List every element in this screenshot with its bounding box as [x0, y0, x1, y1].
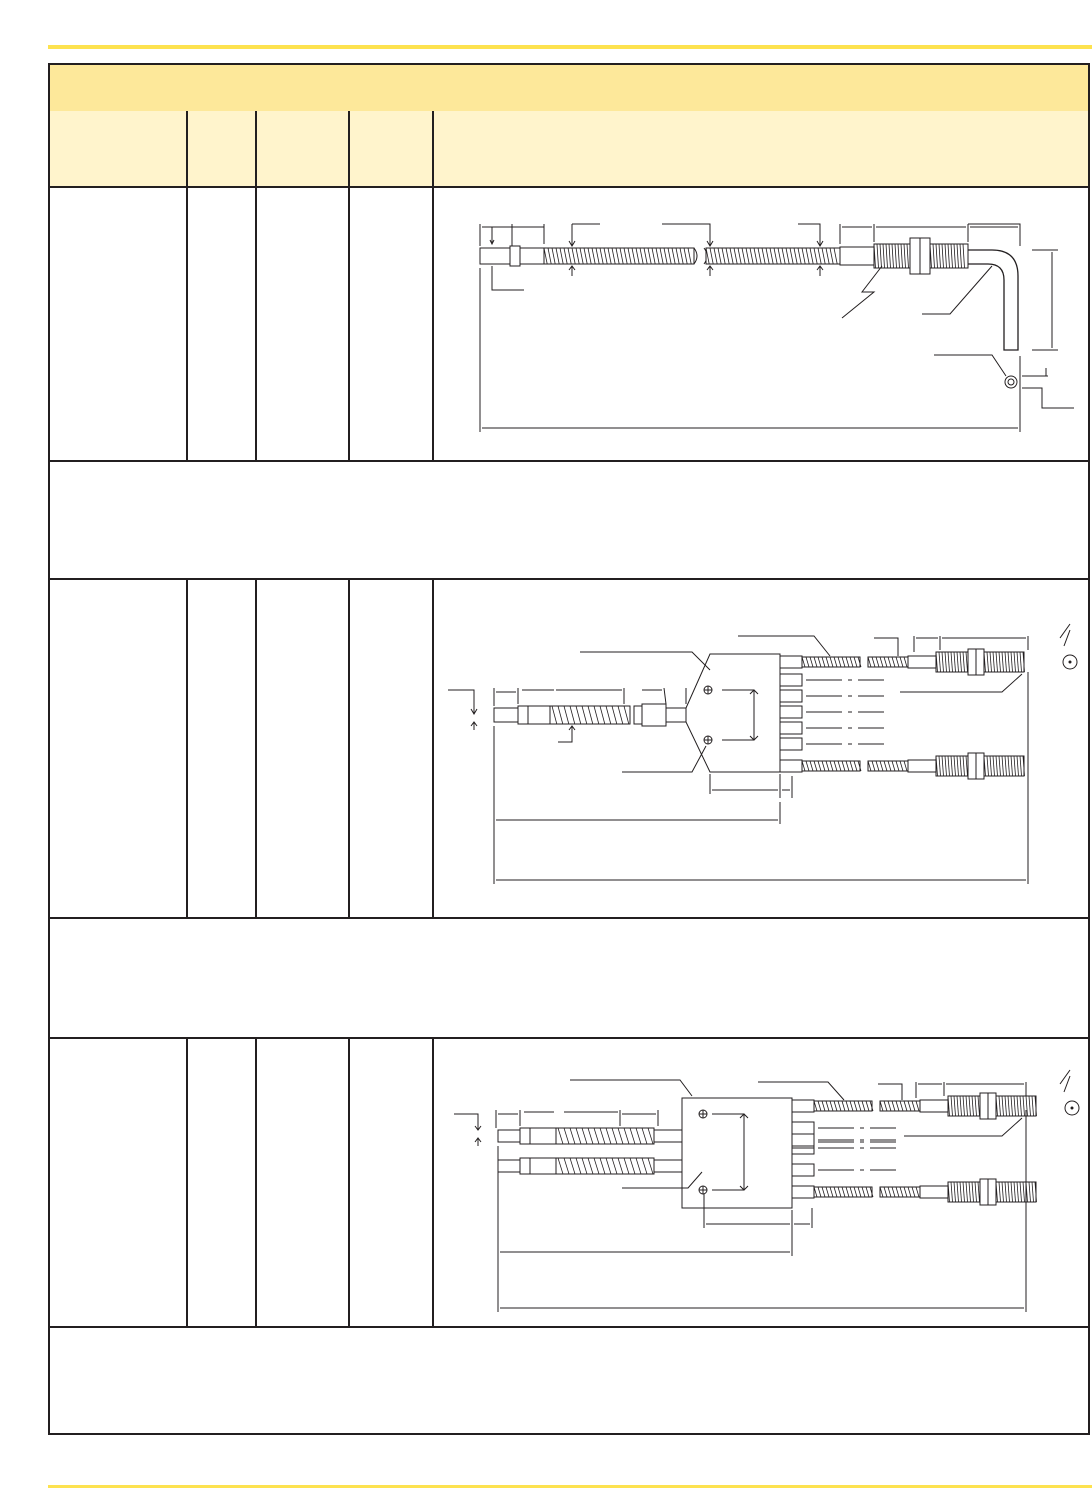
top-accent-rule [48, 45, 1092, 49]
column-divider [255, 1037, 257, 1327]
dual-input-array-fiber-cable-icon [434, 1039, 1088, 1326]
column-divider [255, 111, 257, 461]
note-row-1 [50, 462, 1088, 578]
bifurcated-array-fiber-cable-icon [434, 580, 1088, 917]
fiber-cable-spec-table [48, 63, 1090, 1435]
column-divider [186, 1037, 188, 1327]
right-angle-probe-fiber-cable-icon [434, 188, 1088, 460]
table-title-band [50, 65, 1088, 113]
column-header-2 [188, 111, 255, 186]
note-row-2 [50, 919, 1088, 1037]
column-divider [348, 578, 350, 918]
column-header-band [50, 111, 1088, 188]
column-divider [348, 1037, 350, 1327]
column-header-3 [257, 111, 348, 186]
column-divider [255, 578, 257, 918]
column-header-4 [350, 111, 432, 186]
column-divider [186, 111, 188, 461]
bottom-accent-rule [48, 1485, 1092, 1488]
column-header-5 [434, 111, 1088, 186]
column-header-1 [50, 111, 186, 186]
column-divider [186, 578, 188, 918]
note-row-3 [50, 1328, 1088, 1435]
column-divider [348, 111, 350, 461]
